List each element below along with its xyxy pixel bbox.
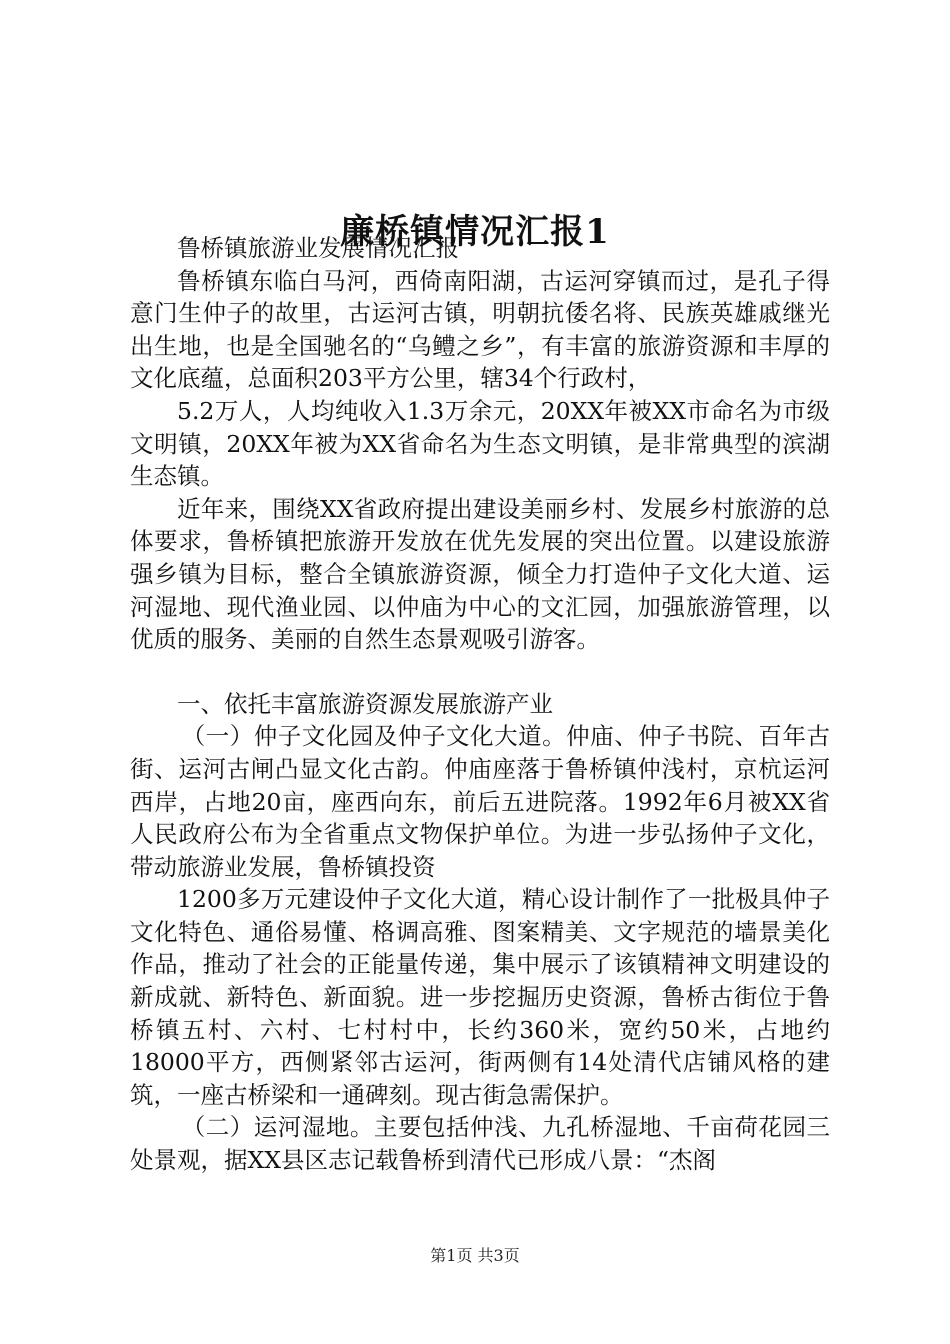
paragraph-canal-wetland: （二）运河湿地。主要包括仲浅、九孔桥湿地、千亩荷花园三处景观，据XX县区志记载鲁桥到清代已形成八景：“杰阁: [130, 1113, 830, 1175]
section-heading-1: 一、依托丰富旅游资源发展旅游产业: [177, 689, 553, 718]
document-body: [130, 232, 830, 1177]
document-title: 廉桥镇情况汇报1: [340, 211, 610, 252]
paragraph-intro: 鲁桥镇东临白马河，西倚南阳湖，古运河穿镇而过，是孔子得意门生仲子的故里，古运河古镇，明朝抗倭名将、民族英雄戚继光出生地，也是全国驰名的“乌鳢之乡”，有丰富的旅游资源和丰厚的文化底蕴，总面积203平方公里，辖34个行政村，: [130, 266, 830, 393]
report-subtitle: 鲁桥镇旅游业发展情况汇报: [177, 234, 459, 262]
paragraph-recent-years: 近年来，围绕XX省政府提出建设美丽乡村、发展乡村旅游的总体要求，鲁桥镇把旅游开发放在优先发展的突出位置。以建设旅游强乡镇为目标，整合全镇旅游资源，倾全力打造仲子文化大道、运河湿地、现代渔业园、以仲庙为中心的文汇园，加强旅游管理，以优质的服务、美丽的自然生态景观吸引游客。: [130, 494, 830, 654]
paragraph-population: 5.2万人，人均纯收入1.3万余元，20XX年被XX市命名为市级文明镇，20XX年被为XX省命名为生态文明镇，是非常典型的滨湖生态镇。: [130, 396, 830, 491]
paragraph-zhongzi-culture: （一）仲子文化园及仲子文化大道。仲庙、仲子书院、百年古街、运河古闸凸显文化古韵。仲庙座落于鲁桥镇仲浅村，京杭运河西岸，占地20亩，座西向东，前后五进院落。1992年6月被XX省人民政府公布为全省重点文物保护单位。为进一步弘扬仲子文化，带动旅游业发展，鲁桥镇投资: [130, 722, 830, 881]
paragraph-culture-avenue: 1200多万元建设仲子文化大道，精心设计制作了一批极具仲子文化特色、通俗易懂、格调高雅、图案精美、文字规范的墙景美化作品，推动了社会的正能量传递，集中展示了该镇精神文明建设的新成就、新特色、新面貌。进一步挖掘历史资源，鲁桥古街位于鲁桥镇五村、六村、七村村中，长约360米，宽约50米，占地约18000平方，西侧紧邻古运河，街两侧有14处清代店铺风格的建筑，一座古桥梁和一通碑刻。现古街急需保护。: [130, 885, 830, 1109]
page-footer: 第1页 共3页: [430, 1246, 520, 1265]
